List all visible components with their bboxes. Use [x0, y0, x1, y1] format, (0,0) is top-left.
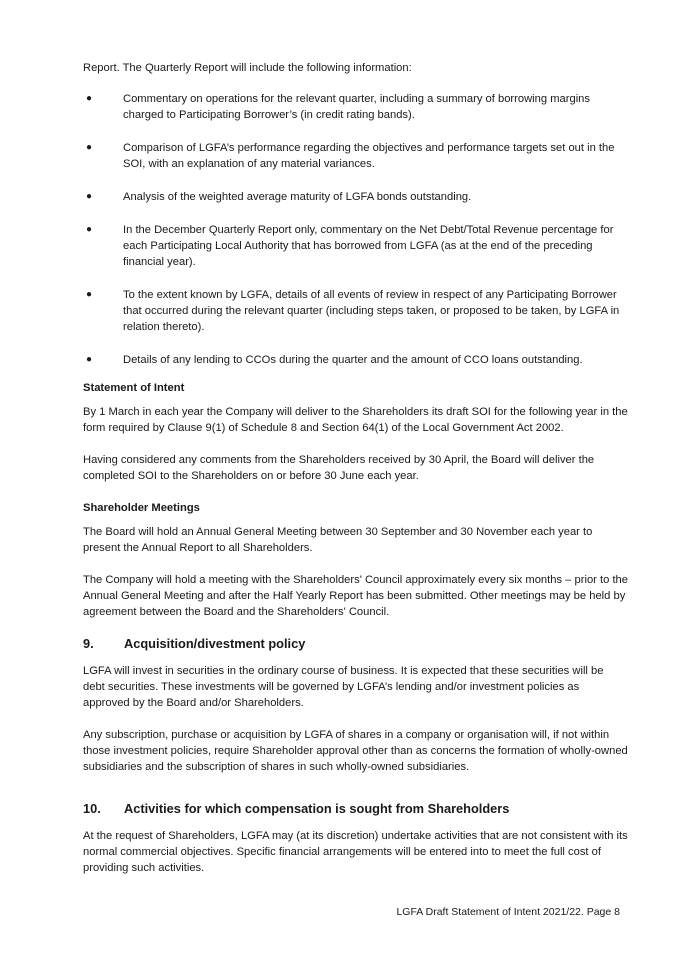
section-9-heading [83, 636, 628, 652]
section-9-paragraph-1: LGFA will invest in securities in the ordinary course of business. It is expected that these securities will be debt securities. These investments will be governed by LGFA’s lending and/or investment policies as approved by the Board and/or Shareholders. [83, 665, 604, 709]
statement-of-intent-paragraph-2: Having considered any comments from the Shareholders received by 30 April, the Board will deliver the completed SOI to the Shareholders on or before 30 June each year. [83, 454, 595, 482]
list-item [83, 222, 628, 270]
report-contents-list [83, 91, 628, 368]
statement-of-intent-paragraph-1: By 1 March in each year the Company will deliver to the Shareholders its draft SOI for the following year in the form required by Clause 9(1) of Schedule 8 and Section 64(1) of the Local Government Act 2002. [83, 406, 628, 434]
bullet-icon: ● [86, 191, 93, 202]
section-9-number: 9. [83, 636, 94, 651]
section-9-paragraph-2: Any subscription, purchase or acquisition by LGFA of shares in a company or organisation will, if not within those investment policies, require Shareholder approval other than as concerns the formation of wholly-owned subsidiaries and the subscription of shares in such wholly-owned subsidiaries. [83, 729, 628, 773]
document-page [83, 60, 628, 892]
bullet-icon: ● [86, 142, 93, 153]
section-10-number: 10. [83, 801, 101, 816]
list-item-text: In the December Quarterly Report only, commentary on the Net Debt/Total Revenue percentage for each Participating Local Authority that has borrowed from LGFA (as at the end of the preceding financial year). [123, 224, 614, 268]
list-item-text: Details of any lending to CCOs during the quarter and the amount of CCO loans outstanding. [123, 354, 583, 366]
section-9-title: Acquisition/divestment policy [124, 636, 306, 651]
list-item [83, 189, 628, 205]
section-10-heading [83, 801, 628, 817]
list-item [83, 140, 628, 172]
shareholder-meetings-heading: Shareholder Meetings [83, 502, 200, 514]
bullet-icon: ● [86, 289, 93, 300]
list-item-text: Analysis of the weighted average maturity of LGFA bonds outstanding. [123, 191, 472, 203]
intro-paragraph: Report. The Quarterly Report will include the following information: [83, 62, 412, 74]
statement-of-intent-heading: Statement of Intent [83, 382, 185, 394]
section-10-title: Activities for which compensation is sought from Shareholders [124, 801, 510, 816]
list-item [83, 91, 628, 123]
section-10-paragraph-1: At the request of Shareholders, LGFA may (at its discretion) undertake activities that are not consistent with its normal commercial objectives. Specific financial arrangements will be entered into to meet the full cost of providing such activities. [83, 830, 628, 874]
page-footer: LGFA Draft Statement of Intent 2021/22. Page 8 [396, 906, 620, 918]
list-item [83, 352, 628, 368]
bullet-icon: ● [86, 93, 93, 104]
shareholder-meetings-paragraph-2: The Company will hold a meeting with the Shareholders' Council approximately every six months – prior to the Annual General Meeting and after the Half Yearly Report has been submitted. Other meetings may be held by agreement between the Board and the Shareholders' Council. [83, 574, 628, 618]
bullet-icon: ● [86, 224, 93, 235]
list-item [83, 287, 628, 335]
list-item-text: Commentary on operations for the relevant quarter, including a summary of borrowing margins charged to Participating Borrower’s (in credit rating bands). [123, 93, 590, 121]
bullet-icon: ● [86, 354, 93, 365]
list-item-text: To the extent known by LGFA, details of all events of review in respect of any Participating Borrower that occurred during the relevant quarter (including steps taken, or proposed to be taken, by LGFA in relation thereto). [123, 289, 620, 333]
shareholder-meetings-paragraph-1: The Board will hold an Annual General Meeting between 30 September and 30 November each year to present the Annual Report to all Shareholders. [83, 526, 593, 554]
list-item-text: Comparison of LGFA’s performance regarding the objectives and performance targets set out in the SOI, with an explanation of any material variances. [123, 142, 615, 170]
